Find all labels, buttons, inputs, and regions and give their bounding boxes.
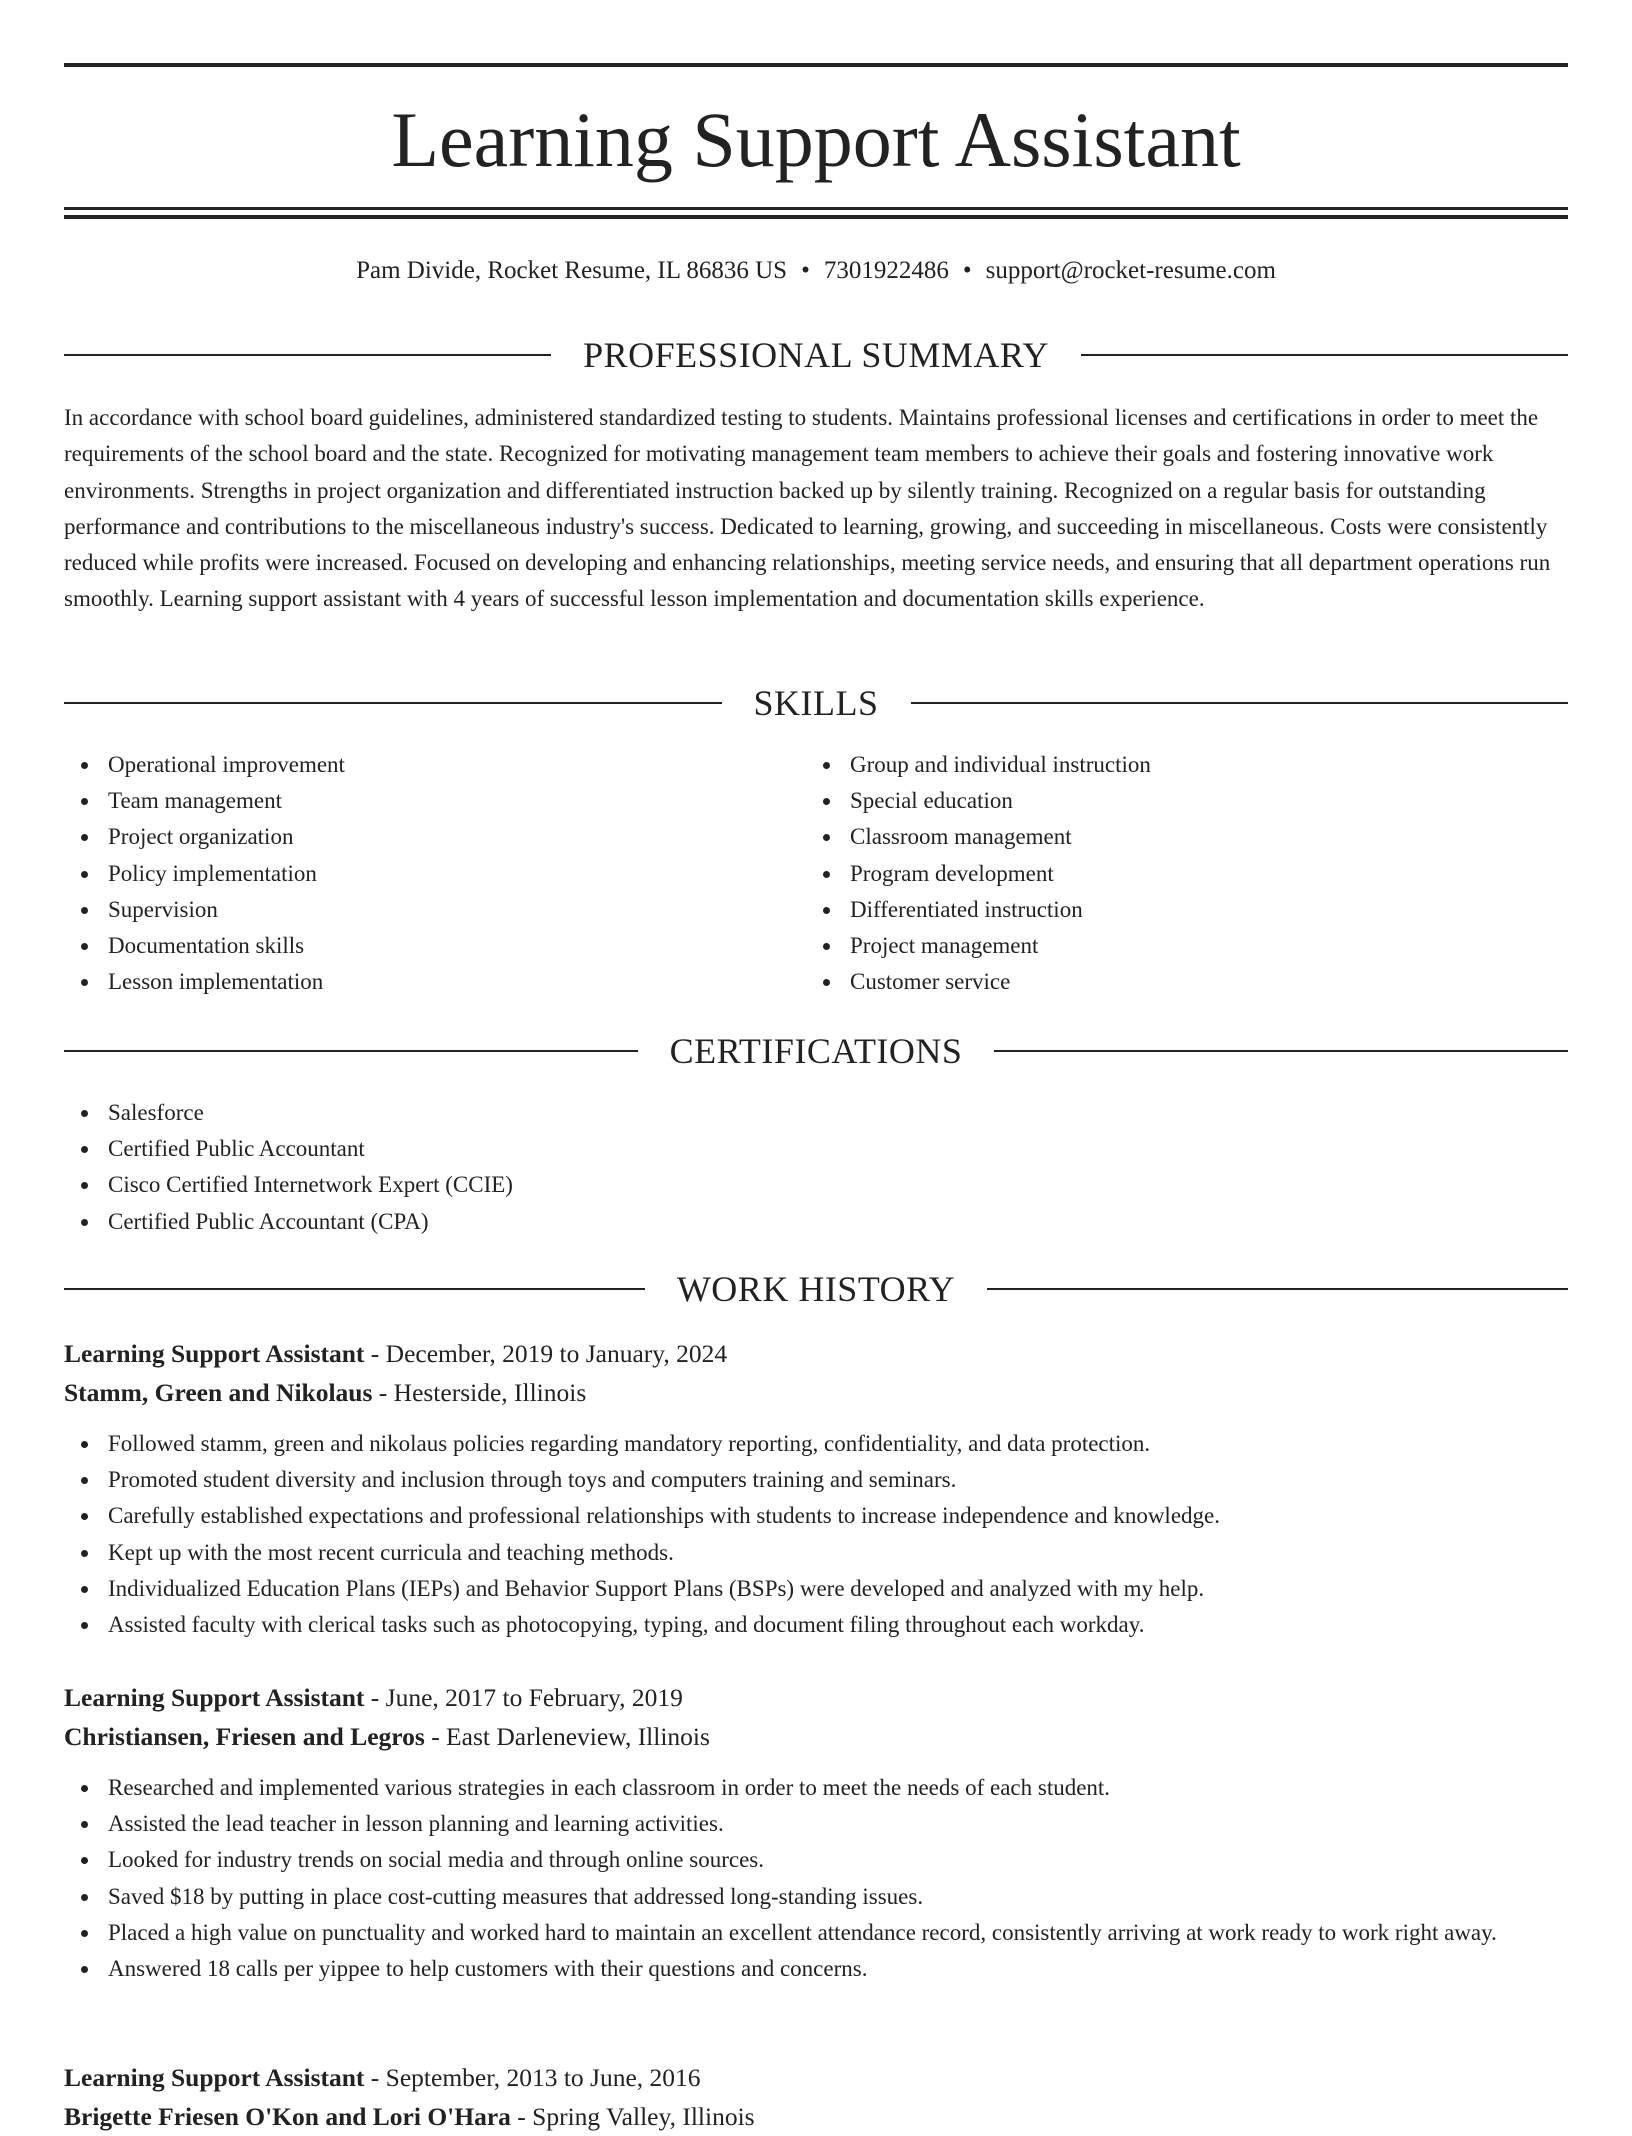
- job-location: - East Darleneview, Illinois: [424, 1722, 710, 1751]
- skill-item: Project organization: [64, 819, 806, 855]
- job-company-line: [64, 2097, 1568, 2136]
- job-entry: [64, 1678, 1568, 1987]
- section-title-skills: SKILLS: [753, 683, 879, 723]
- skill-item: Operational improvement: [64, 747, 806, 783]
- divider: [994, 1050, 1568, 1052]
- job-title-line: [64, 1334, 1568, 1373]
- contact-separator: •: [801, 257, 810, 284]
- skill-item: Policy implementation: [64, 856, 806, 892]
- header-top-rule: [64, 63, 1568, 67]
- divider: [1081, 354, 1568, 356]
- resume-title: Learning Support Assistant: [391, 96, 1241, 183]
- job-location: - Hesterside, Illinois: [372, 1378, 587, 1407]
- job-company: Brigette Friesen O'Kon and Lori O'Hara: [64, 2102, 511, 2131]
- job-duty: Kept up with the most recent curricula and teaching methods.: [64, 1535, 1568, 1571]
- skill-item: Program development: [806, 856, 1568, 892]
- skill-item: Customer service: [806, 964, 1568, 1000]
- divider: [987, 1288, 1568, 1290]
- section-heading-work-history: [64, 1267, 1568, 1311]
- skill-item: Classroom management: [806, 819, 1568, 855]
- section-heading-skills: [64, 681, 1568, 725]
- job-dates: - December, 2019 to January, 2024: [364, 1339, 728, 1368]
- section-heading-certifications: [64, 1029, 1568, 1073]
- certification-item: Salesforce: [64, 1095, 1568, 1131]
- job-company-line: [64, 1717, 1568, 1756]
- job-location: - Spring Valley, Illinois: [510, 2102, 755, 2131]
- job-duty: Looked for industry trends on social media and through online sources.: [64, 1842, 1568, 1878]
- contact-address: Pam Divide, Rocket Resume, IL 86836 US: [356, 257, 788, 284]
- section-title-certifications: CERTIFICATIONS: [669, 1031, 963, 1071]
- job-title: Learning Support Assistant: [64, 1339, 365, 1368]
- certifications-list: [64, 1095, 1568, 1240]
- skill-item: Project management: [806, 928, 1568, 964]
- divider: [64, 1288, 645, 1290]
- job-company: Stamm, Green and Nikolaus: [64, 1378, 373, 1407]
- job-dates: - June, 2017 to February, 2019: [364, 1683, 683, 1712]
- job-company-line: [64, 1373, 1568, 1412]
- certification-item: Cisco Certified Internetwork Expert (CCIE): [64, 1167, 1568, 1203]
- section-heading-summary: [64, 333, 1568, 377]
- job-duty: Individualized Education Plans (IEPs) and Behavior Support Plans (BSPs) were developed and analyzed with my help.: [64, 1571, 1568, 1607]
- divider: [64, 354, 551, 356]
- header-bottom-rule-second: [64, 215, 1568, 219]
- job-duty: Placed a high value on punctuality and worked hard to maintain an excellent attendance record, consistently arriving at work ready to work right away.: [64, 1915, 1568, 1951]
- skill-item: Special education: [806, 783, 1568, 819]
- contact-phone[interactable]: 7301922486: [823, 257, 949, 284]
- job-duty: Assisted faculty with clerical tasks such as photocopying, typing, and document filing throughout each workday.: [64, 1607, 1568, 1643]
- job-duties-list: [64, 1770, 1568, 1987]
- certification-item: Certified Public Accountant: [64, 1131, 1568, 1167]
- job-duty: Promoted student diversity and inclusion through toys and computers training and seminars.: [64, 1462, 1568, 1498]
- divider: [64, 702, 722, 704]
- certification-item: Certified Public Accountant (CPA): [64, 1204, 1568, 1240]
- job-title: Learning Support Assistant: [64, 2063, 365, 2092]
- contact-line: [64, 254, 1568, 288]
- skills-list-right: [806, 747, 1568, 1000]
- section-title-work-history: WORK HISTORY: [676, 1269, 956, 1309]
- summary-text: In accordance with school board guidelines, administered standardized testing to students. Maintains professional licenses and certifications in order to meet the requirements of the school board and the state. Recognized for motivating management team members to achieve their goals and fostering innovative work environments. Strengths in project organization and differentiated instruction backed up by silently training. Recognized on a regular basis for outstanding performance and contributions to the miscellaneous industry's success. Dedicated to learning, growing, and succeeding in miscellaneous. Costs were consistently reduced while profits were increased. Focused on developing and enhancing relationships, meeting service needs, and ensuring that all department operations run smoothly. Learning support assistant with 4 years of successful lesson implementation and documentation skills experience.: [64, 405, 1551, 612]
- divider: [64, 1050, 638, 1052]
- job-entry: [64, 1334, 1568, 1643]
- job-title: Learning Support Assistant: [64, 1683, 365, 1712]
- skill-item: Documentation skills: [64, 928, 806, 964]
- job-company: Christiansen, Friesen and Legros: [64, 1722, 425, 1751]
- skills-list-left: [64, 747, 806, 1000]
- skill-item: Group and individual instruction: [806, 747, 1568, 783]
- skill-item: Supervision: [64, 892, 806, 928]
- job-entry: [64, 2058, 1568, 2136]
- job-title-line: [64, 1678, 1568, 1717]
- job-title-line: [64, 2058, 1568, 2097]
- skill-item: Team management: [64, 783, 806, 819]
- job-duty: Answered 18 calls per yippee to help customers with their questions and concerns.: [64, 1951, 1568, 1987]
- job-duties-list: [64, 1426, 1568, 1643]
- contact-separator: •: [962, 257, 972, 284]
- header-bottom-rule: [64, 207, 1568, 210]
- job-duty: Saved $18 by putting in place cost-cutting measures that addressed long-standing issues.: [64, 1879, 1568, 1915]
- skill-item: Differentiated instruction: [806, 892, 1568, 928]
- contact-email[interactable]: support@rocket-resume.com: [985, 257, 1276, 284]
- job-duty: Assisted the lead teacher in lesson planning and learning activities.: [64, 1806, 1568, 1842]
- job-duty: Carefully established expectations and professional relationships with students to increase independence and knowledge.: [64, 1498, 1568, 1534]
- divider: [911, 702, 1569, 704]
- skill-item: Lesson implementation: [64, 964, 806, 1000]
- job-duty: Followed stamm, green and nikolaus policies regarding mandatory reporting, confidentiality, and data protection.: [64, 1426, 1568, 1462]
- job-duty: Researched and implemented various strategies in each classroom in order to meet the needs of each student.: [64, 1770, 1568, 1806]
- section-title-summary: PROFESSIONAL SUMMARY: [583, 335, 1049, 375]
- job-dates: - September, 2013 to June, 2016: [364, 2063, 701, 2092]
